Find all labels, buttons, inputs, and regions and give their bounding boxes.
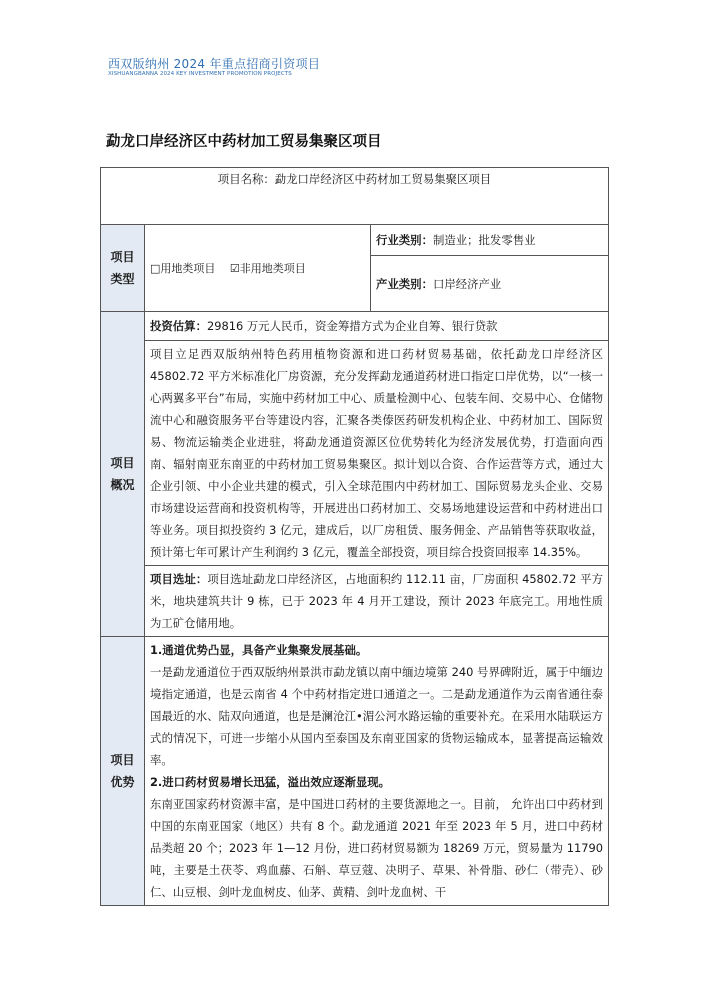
overview-description-row bbox=[101, 341, 609, 566]
advantage-heading-1: 1.通道优势凸显，具备产业集聚发展基础。 bbox=[150, 643, 368, 657]
investment-value: 29816 万元人民币，资金筹措方式为企业自筹、银行贷款 bbox=[206, 319, 498, 333]
header-title-cn: 西双版纳州 2024 年重点招商引资项目 bbox=[108, 57, 321, 71]
industry-category-cell bbox=[371, 225, 609, 256]
project-type-row-1 bbox=[101, 225, 609, 256]
project-name-row bbox=[101, 168, 609, 225]
project-name-cell: 项目名称：勐龙口岸经济区中药材加工贸易集聚区项目 bbox=[101, 168, 609, 225]
option-nonland: ☑非用地类项目 bbox=[229, 261, 306, 275]
overview-description: 项目立足西双版纳州特色药用植物资源和进口药材贸易基础，依托勐龙口岸经济区 45802.72 平方米标准化厂房资源，充分发挥勐龙通道药材进口指定口岸优势，以“一核一心两翼多平台”布局，实施中药材加工中心、质量检测中心、包装车间、交易中心、仓储物流中心和融资服务平台等建设内容，汇聚各类傣医药研发机构企业、中药材加工、国际贸易、物流运输类企业进驻，将勐龙通道资源区位优势转化为经济发展优势，打造面向西南、辐射南亚东南亚的中药材加工贸易集聚区。拟计划以合资、合作运营等方式，通过大企业引领、中小企业共建的模式，引入全球范围内中药材加工、国际贸易龙头企业、交易市场建设运营商和投资机构等，开展进出口药材加工、交易场地建设运营和中药材进出口等业务。项目拟投资约 3 亿元，建成后，以厂房租赁、服务佣金、产品销售等获取收益，预计第七年可累计产生利润约 3 亿元，覆盖全部投资，项目综合投资回报率 14.35%。 bbox=[145, 341, 609, 566]
advantage-paragraph-1: 一是勐龙通道位于西双版纳州景洪市勐龙镇以南中缅边境第 240 号界碑附近，属于中缅边境指定通道，也是云南省 4 个中药材指定进口通道之一。二是勐龙通道作为云南省通往泰国最近的水、陆双向通道，也是是澜沧江•湄公河水路运输的重要补充。在采用水陆联运方式的情况下，可进一步缩小从国内至泰国及东南亚国家的货物运输成本，显著提高运输效率。 bbox=[150, 665, 603, 767]
site-label: 项目选址： bbox=[150, 572, 208, 586]
industry-category-value: 制造业；批发零售业 bbox=[432, 233, 536, 247]
project-type-options bbox=[145, 225, 371, 312]
option-land: □用地类项目 bbox=[150, 261, 216, 275]
overview-label: 项目 概况 bbox=[101, 312, 145, 637]
overview-site-row bbox=[101, 566, 609, 637]
investment-cell bbox=[145, 312, 609, 341]
investment-label: 投资估算： bbox=[150, 319, 207, 333]
project-type-label: 项目 类型 bbox=[101, 225, 145, 312]
advantages-label: 项目 优势 bbox=[101, 637, 145, 906]
advantages-row bbox=[101, 637, 609, 906]
sector-category-cell bbox=[371, 256, 609, 312]
document-title: 勐龙口岸经济区中药材加工贸易集聚区项目 bbox=[106, 134, 382, 150]
header-title-en: XISHUANGBANNA 2024 KEY INVESTMENT PROMOTION PROJECTS bbox=[108, 71, 292, 77]
sector-category-value: 口岸经济产业 bbox=[432, 276, 502, 291]
advantages-content bbox=[145, 637, 609, 906]
advantage-paragraph-2: 东南亚国家药材资源丰富，是中国进口药材的主要货源地之一。目前， 允许出口中药材到中国的东南亚国家（地区）共有 8 个。勐龙通道 2021 年至 2023 年 5 月，进口中药材品类超 20 个；2023 年 1—12 月份，进口药材贸易额为 18269 万元，贸易量为 11790 吨，主要是土茯苓、鸡血藤、石斛、草豆蔻、决明子、草果、补骨脂、砂仁（带壳）、砂仁、山豆根、剑叶龙血树皮、仙茅、黄精、剑叶龙血树、干 bbox=[150, 797, 603, 899]
overview-investment-row bbox=[101, 312, 609, 341]
project-table bbox=[100, 167, 609, 906]
site-cell bbox=[145, 566, 609, 637]
site-value: 项目选址勐龙口岸经济区，占地面积约 112.11 亩，厂房面积 45802.72 平方米，地块建筑共计 9 栋，已于 2023 年 4 月开工建设，预计 2023 年底完工。用地性质为工矿仓储用地。 bbox=[150, 572, 603, 630]
sector-category-label: 产业类别： bbox=[376, 276, 433, 291]
industry-category-label: 行业类别： bbox=[376, 233, 433, 247]
advantage-heading-2: 2.进口药材贸易增长迅猛，溢出效应逐渐显现。 bbox=[150, 775, 391, 789]
